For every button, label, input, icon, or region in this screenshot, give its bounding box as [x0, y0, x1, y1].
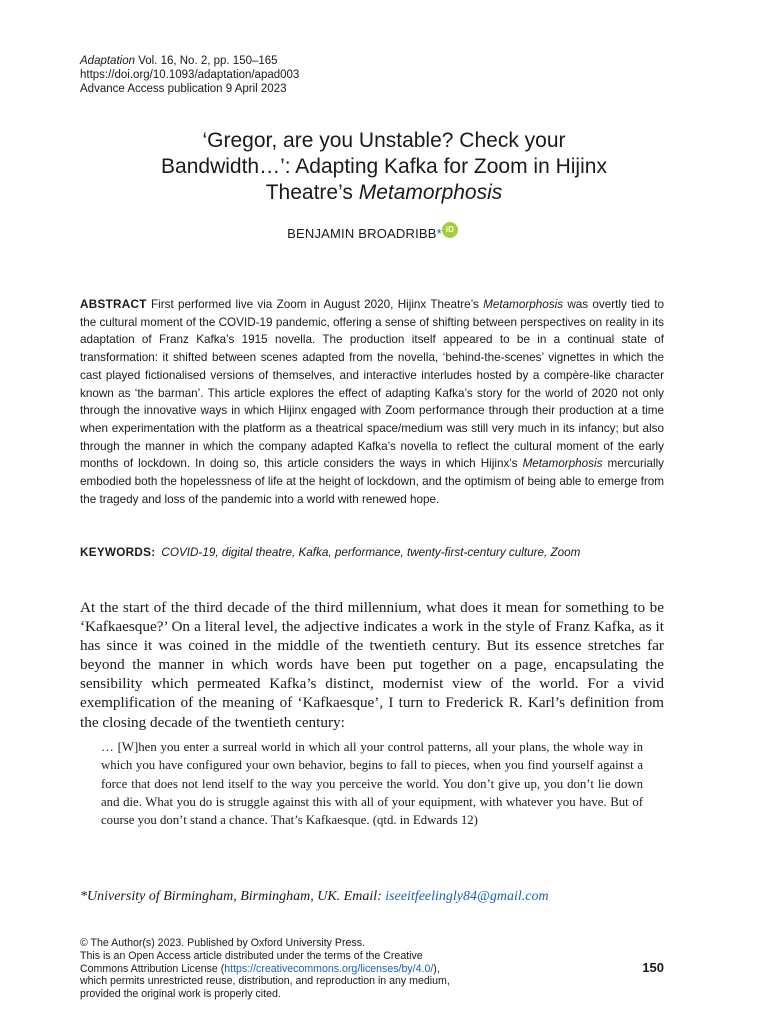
advance-access-line: Advance Access publication 9 April 2023 [80, 83, 287, 95]
article-title [60, 128, 708, 206]
license-line-1: © The Author(s) 2023. Published by Oxford University Press. [80, 937, 365, 949]
license-line-2: This is an Open Access article distributed under the terms of the Creative [80, 949, 423, 962]
license-notice [80, 937, 450, 1001]
license-line-3 [80, 963, 450, 976]
journal-header [80, 54, 299, 96]
title-line-3 [60, 180, 708, 206]
abstract-text-2: was overtly tied to the cultural moment of the COVID-19 pandemic, offering a sense of shifting between perspectives on reality in its adaptation of Franz Kafka’s 1915 novella. The production itself appeared to be in a continual state of transformation: it shifted between scenes adapted from the novella, ‘behind-the-scenes’ vignettes in which the cast played fictionalised versions of themselves, and interactive interludes hosted by a compère-like character known as ‘the barman’. This article explores the effect of adapting Kafka’s story for the world of 2020 not only through the innovative ways in which Hijinx engaged with Zoom performance through their production at a time when experimentation with the platform as a theatrical space/medium was still very much in its infancy; but also through the manner in which the company adapted Kafka’s novella to reflect the cultural moment of the early months of lockdown. In doing so, this article considers the ways in which Hijinx’s [80, 298, 664, 471]
journal-name: Adaptation [80, 55, 135, 67]
body-paragraph: At the start of the third decade of the third millennium, what does it mean for something to be ‘Kafkaesque?’ On a literal level, the adjective indicates a work in the style of Franz Kafka, as it has since it was coined in the middle of the twentieth century. But its essence stretches far beyond the manner in which words have been put together on a page, encapsulating the sensibility which permeated Kafka’s distinct, modernist view of the world. For a vivid exemplification of the meaning of ‘Kafkaesque’, I turn to Frederick R. Karl’s definition from the closing decade of the twentieth century: [80, 599, 664, 731]
keywords-label: KEYWORDS: [80, 546, 156, 559]
abstract-italic-1: Metamorphosis [483, 298, 564, 311]
abstract [80, 296, 664, 508]
title-line-1: ‘Gregor, are you Unstable? Check your [202, 129, 566, 152]
citation-line [80, 54, 299, 68]
abstract-label: ABSTRACT [80, 298, 147, 311]
affiliation-text: *University of Birmingham, Birmingham, UK. Email: [80, 889, 386, 904]
abstract-text-1: First performed live via Zoom in August 2020, Hijinx Theatre’s [146, 298, 484, 311]
title-line-2: Bandwidth…’: Adapting Kafka for Zoom in Hijinx [161, 155, 607, 178]
block-quote: … [W]hen you enter a surreal world in which all your control patterns, all your plans, the whole way in which you have configured your own behavior, begins to fall to pieces, when you find yourself against a force that does not lend itself to the way you perceive the world. You don’t give up, you don’t lie down and die. What you do is struggle against this with all of your equipment, with whatever you have. But of course you don’t stand a chance. That’s Kafkaesque. (qtd. in Edwards 12) [101, 740, 643, 828]
orcid-icon[interactable]: iD [442, 222, 458, 238]
doi-line[interactable]: https://doi.org/10.1093/adaptation/apad003 [80, 69, 300, 81]
author-footnote-marker[interactable]: * [436, 226, 442, 241]
keywords [80, 544, 680, 561]
title-italic-metamorphosis: Metamorphosis [358, 181, 503, 204]
author-email-link[interactable]: iseeitfeelingly84@gmail.com [385, 889, 549, 904]
title-line-3-text: Theatre’s [265, 181, 359, 204]
license-line-4: which permits unrestricted reuse, distribution, and reproduction in any medium, [80, 975, 450, 988]
license-url-link[interactable]: https://creativecommons.org/licenses/by/4.0/ [224, 962, 434, 975]
page-number: 150 [642, 960, 664, 975]
license-line-5: provided the original work is properly cited. [80, 988, 281, 1001]
license-line-3-suffix: ), [433, 962, 440, 975]
abstract-text-3: mercurially embodied both the hopelessness of life at the height of lockdown, and the optimism of being able to emerge from the tragedy and loss of the pandemic into a world with renewed hope. [80, 457, 665, 506]
author-name: BENJAMIN BROADRIBB [287, 226, 437, 241]
author-affiliation [80, 889, 549, 905]
license-line-3-prefix: Commons Attribution License ( [80, 962, 225, 975]
author-line [0, 222, 745, 241]
abstract-italic-2: Metamorphosis [522, 457, 603, 471]
volume-info: Vol. 16, No. 2, pp. 150–165 [135, 55, 278, 67]
keywords-text: COVID-19, digital theatre, Kafka, performance, twenty-first-century culture, Zoom [161, 546, 581, 559]
